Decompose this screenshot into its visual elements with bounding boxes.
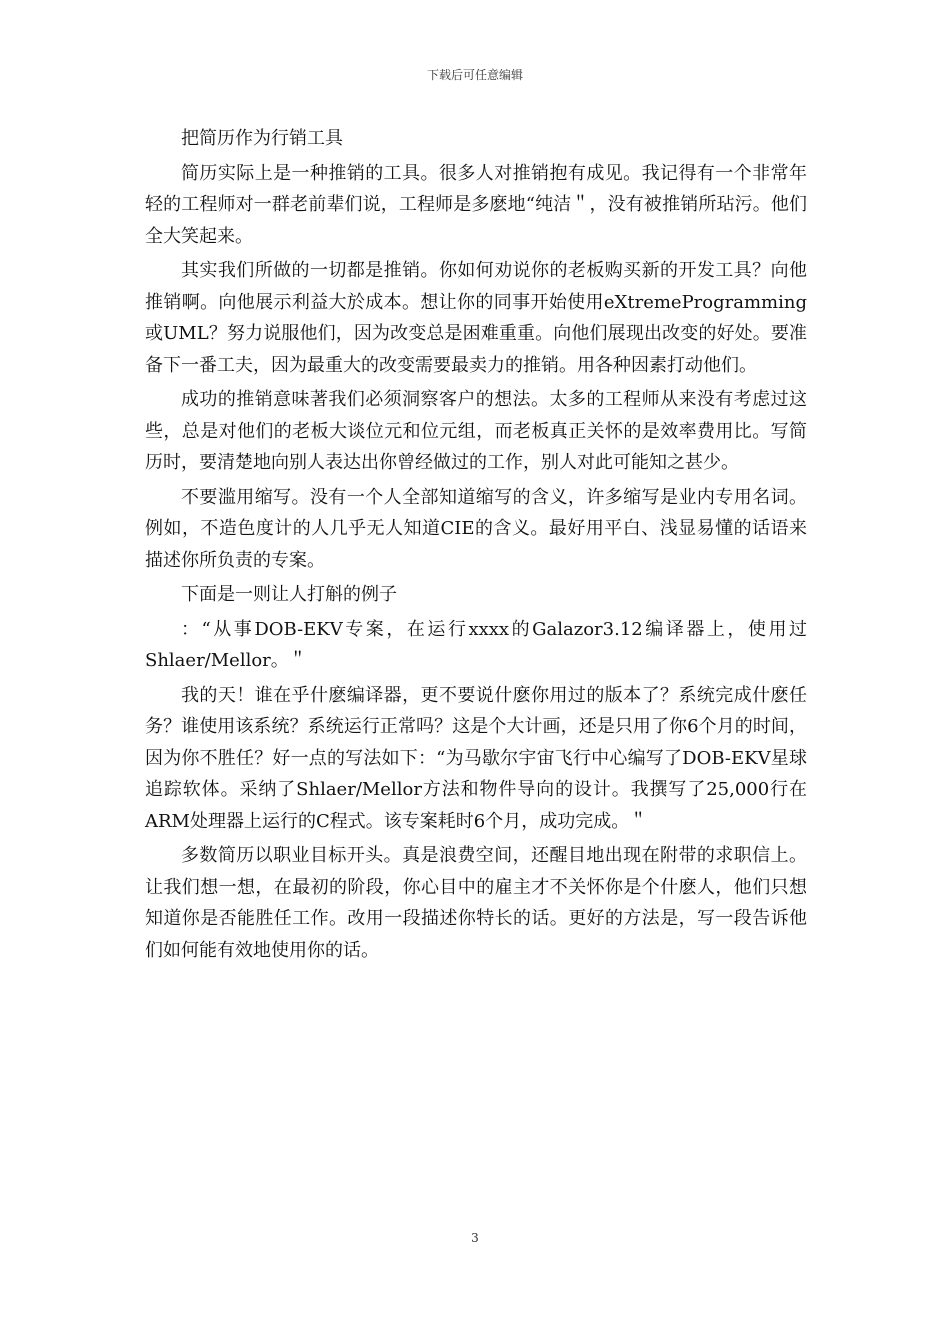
quote-paragraph: ：“从事DOB-EKV专案，在运行xxxx的Galazor3.12编译器上，使用过Shlaer/Mellor。＂	[145, 618, 807, 671]
document-body	[145, 123, 807, 969]
paragraph: 不要滥用缩写。没有一个人全部知道缩写的含义，许多缩写是业内专用名词。例如，不造色度计的人几乎无人知道CIE的含义。最好用平白、浅显易懂的话语来描述你所负责的专案。	[145, 486, 807, 571]
page-header: 下载后可任意编辑	[426, 68, 523, 82]
paragraph: 成功的推销意味著我们必须洞察客户的想法。太多的工程师从来没有考虑过这些，总是对他们的老板大谈位元和位元组，而老板真正关怀的是效率费用比。写简历时，要清楚地向别人表达出你曾经做过的工作，别人对此可能知之甚少。	[145, 389, 807, 473]
paragraph: 下面是一则让人打斛的例子	[181, 584, 397, 605]
section-heading: 把简历作为行销工具	[181, 128, 343, 149]
paragraph: 多数简历以职业目标开头。真是浪费空间，还醒目地出现在附带的求职信上。让我们想一想，在最初的阶段，你心目中的雇主才不关怀你是个什麽人，他们只想知道你是否能胜任工作。改用一段描述你特长的话。更好的方法是，写一段告诉他们如何能有效地使用你的话。	[145, 845, 807, 961]
paragraph: 简历实际上是一种推销的工具。很多人对推销抱有成见。我记得有一个非常年轻的工程师对一群老前辈们说，工程师是多麽地“纯洁＂，没有被推销所玷污。他们全大笑起来。	[145, 162, 807, 247]
page-number: 3	[471, 1231, 479, 1245]
paragraph: 我的天！谁在乎什麽编译器，更不要说什麽你用过的版本了？系统完成什麽任务？谁使用该系统？系统运行正常吗？这是个大计画，还是只用了你6个月的时间，因为你不胜任？好一点的写法如下：“为马歇尔宇宙飞行中心编写了DOB-EKV星球追踪软体。采纳了Shlaer/Mellor方法和物件导向的设计。我撰写了25,000行在ARM处理器上运行的C程式。该专案耗时6个月，成功完成。＂	[145, 684, 807, 832]
paragraph: 其实我们所做的一切都是推销。你如何劝说你的老板购买新的开发工具？向他推销啊。向他展示利益大於成本。想让你的同事开始使用eXtremeProgramming或UML？努力说服他们，因为改变总是困难重重。向他们展现出改变的好处。要准备下一番工夫，因为最重大的改变需要最卖力的推销。用各种因素打动他们。	[145, 260, 807, 376]
